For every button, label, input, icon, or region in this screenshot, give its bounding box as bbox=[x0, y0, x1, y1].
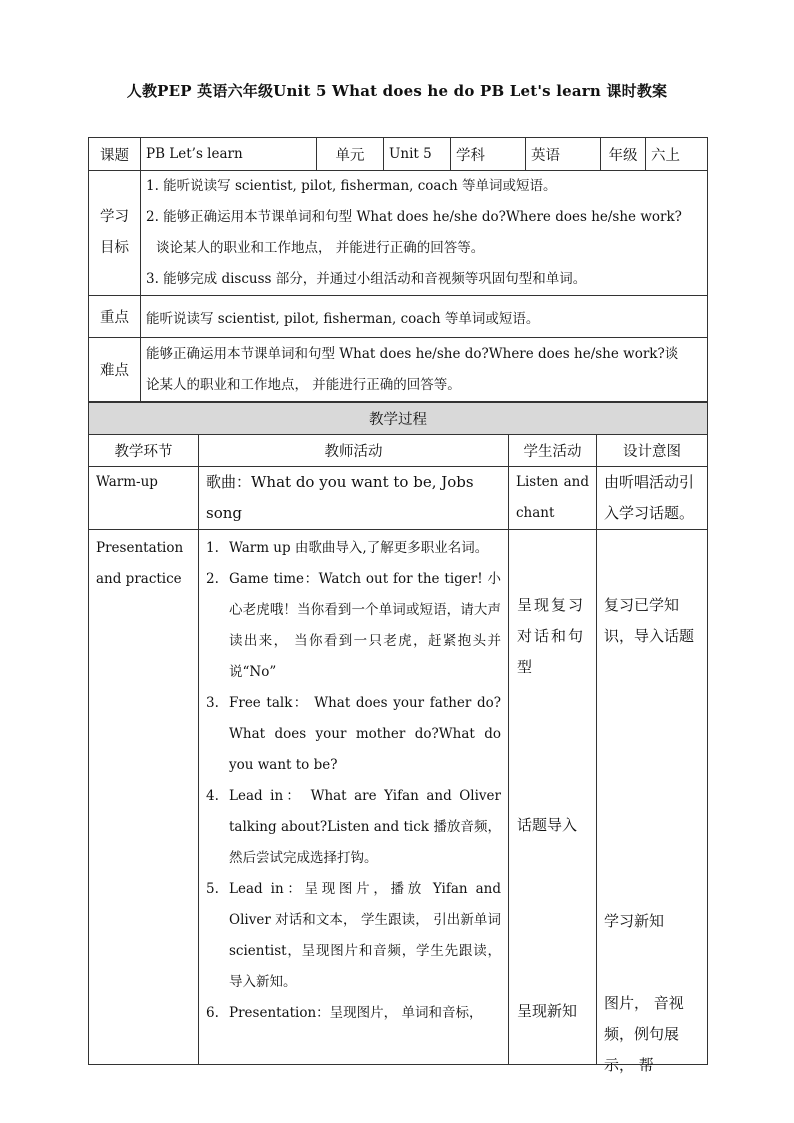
intent-note: 复习已学知识，导入话题 bbox=[604, 596, 695, 645]
warmup-intent: 由听唱活动引入学习话题。 bbox=[597, 467, 708, 530]
student-note: 呈现复习对话和句型 bbox=[517, 596, 586, 676]
step-number: 1. bbox=[206, 540, 219, 556]
header-student: 学生活动 bbox=[509, 435, 597, 467]
objective-line: 2. 能够正确运用本节课单词和句型 What does he/she do?Where does he/she work? bbox=[146, 209, 682, 225]
objectives-label bbox=[89, 171, 141, 296]
step-number: 3. bbox=[206, 695, 219, 711]
step-item bbox=[206, 564, 501, 688]
step-number: 4. bbox=[206, 788, 219, 804]
step-item bbox=[206, 688, 501, 781]
key-points-row bbox=[89, 296, 708, 338]
intent-note: 图片， 音视频，例句展示， 帮 bbox=[604, 994, 684, 1074]
difficulties-line: 论某人的职业和工作地点， 并能进行正确的回答等。 bbox=[146, 376, 461, 393]
info-row bbox=[89, 138, 708, 171]
step-text: Presentation：呈现图片， 单词和音标， bbox=[229, 1005, 483, 1021]
step-item bbox=[206, 781, 501, 874]
step-number: 6. bbox=[206, 1005, 219, 1021]
warmup-student-line2: chant bbox=[516, 505, 555, 521]
header-teacher: 教师活动 bbox=[199, 435, 509, 467]
presentation-stage-line2: and practice bbox=[96, 571, 182, 587]
presentation-teacher bbox=[199, 530, 509, 1065]
difficulties-row bbox=[89, 338, 708, 402]
document-title: 人教PEP 英语六年级Unit 5 What does he do PB Let's learn 课时教案 bbox=[126, 82, 668, 100]
key-points-label: 重点 bbox=[89, 296, 141, 338]
warmup-teacher: 歌曲：What do you want to be, Jobs song bbox=[199, 467, 509, 530]
objective-line: 3. 能够完成 discuss 部分，并通过小组活动和音视频等巩固句型和单词。 bbox=[146, 271, 587, 287]
topic-label: 课题 bbox=[89, 138, 141, 171]
step-item bbox=[206, 874, 501, 998]
warmup-row bbox=[89, 467, 708, 530]
presentation-intent bbox=[597, 530, 708, 1074]
process-banner: 教学过程 bbox=[89, 403, 708, 435]
presentation-row bbox=[89, 530, 708, 1065]
teaching-process-table bbox=[88, 402, 708, 1074]
key-points-text: 能听说读写 scientist, pilot, fisherman, coach 等单词或短语。 bbox=[141, 296, 708, 338]
process-banner-row bbox=[89, 403, 708, 435]
objectives-row bbox=[89, 171, 708, 296]
grade-value: 六上 bbox=[646, 138, 708, 171]
objective-line: 谈论某人的职业和工作地点， 并能进行正确的回答等。 bbox=[156, 240, 485, 256]
objectives-label-line1: 学习 bbox=[100, 209, 129, 225]
intent-note: 学习新知 bbox=[604, 912, 665, 930]
step-number: 2. bbox=[206, 571, 219, 587]
difficulties-label: 难点 bbox=[89, 338, 141, 402]
presentation-student bbox=[509, 530, 597, 1065]
warmup-student bbox=[509, 467, 597, 530]
grade-label: 年级 bbox=[601, 138, 646, 171]
teacher-steps-list bbox=[206, 533, 501, 1029]
step-text: Free talk： What does your father do? What does your mother do?What do you want to be? bbox=[229, 695, 501, 773]
warmup-stage: Warm-up bbox=[89, 467, 199, 530]
step-text: Game time：Watch out for the tiger! 小心老虎哦！当你看到一个单词或短语，请大声读出来， 当你看到一只老虎，赶紧抱头并说“No” bbox=[229, 571, 501, 680]
subject-label: 学科 bbox=[451, 138, 526, 171]
header-stage: 教学环节 bbox=[89, 435, 199, 467]
lesson-info-table bbox=[88, 137, 708, 402]
objective-line: 1. 能听说读写 scientist, pilot, fisherman, coach 等单词或短语。 bbox=[146, 178, 557, 194]
process-header-row bbox=[89, 435, 708, 467]
student-note: 话题导入 bbox=[517, 816, 578, 834]
warmup-student-line1: Listen and bbox=[516, 474, 589, 490]
header-intent: 设计意图 bbox=[597, 435, 708, 467]
objectives-label-line2: 目标 bbox=[100, 240, 129, 256]
difficulties-content bbox=[141, 338, 708, 402]
student-note: 呈现新知 bbox=[517, 1002, 578, 1020]
subject-value: 英语 bbox=[526, 138, 601, 171]
topic-value: PB Let’s learn bbox=[141, 138, 317, 171]
presentation-stage bbox=[89, 530, 199, 1065]
step-text: Lead in： What are Yifan and Oliver talking about?Listen and tick 播放音频，然后尝试完成选择打钩。 bbox=[229, 788, 501, 866]
step-number: 5. bbox=[206, 881, 219, 897]
step-text: Lead in：呈现图片，播放 Yifan and Oliver 对话和文本， 学生跟读， 引出新单词 scientist，呈现图片和音频，学生先跟读， 导入新知。 bbox=[229, 881, 501, 990]
unit-value: Unit 5 bbox=[384, 138, 451, 171]
presentation-stage-line1: Presentation bbox=[96, 540, 184, 556]
difficulties-line: 能够正确运用本节课单词和句型 What does he/she do?Where does he/she work?谈 bbox=[146, 345, 679, 362]
step-item bbox=[206, 533, 501, 564]
step-item bbox=[206, 998, 501, 1029]
objectives-content bbox=[141, 171, 708, 296]
step-text: Warm up 由歌曲导入,了解更多职业名词。 bbox=[229, 540, 489, 556]
unit-label: 单元 bbox=[317, 138, 384, 171]
